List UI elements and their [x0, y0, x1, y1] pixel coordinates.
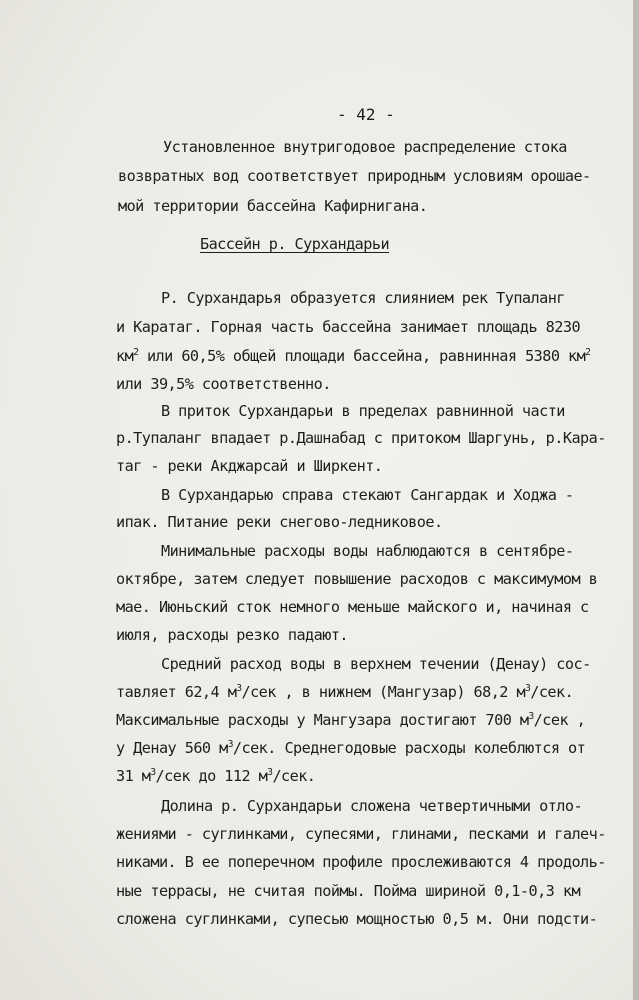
superscript: 3 — [528, 711, 534, 722]
text-line: Средний расход воды в верхнем течении (Денау) сос- — [161, 655, 591, 673]
text-line: ипак. Питание реки снегово-ледниковое. — [116, 513, 443, 531]
text-line: р.Тупаланг впадает р.Дашнабад с притоком Шаргунь, р.Кара- — [116, 429, 606, 447]
text-line: Установленное внутригодовое распределение стока — [163, 138, 567, 156]
superscript: 2 — [133, 347, 139, 358]
text-line: и Каратаг. Горная часть бассейна занимает площадь 8230 — [116, 318, 581, 336]
text-run: или 60,5% общей площади бассейна, равнинная 5380 км — [138, 347, 586, 365]
text-run: /сек. — [530, 683, 574, 701]
superscript: 2 — [585, 347, 591, 358]
text-line — [116, 710, 585, 730]
text-run: 31 м — [116, 767, 151, 785]
text-line: или 39,5% соответственно. — [116, 375, 331, 393]
text-line — [116, 738, 585, 758]
text-line: октябре, затем следует повышение расходов с максимумом в — [116, 570, 598, 588]
text-run: /сек до 112 м — [155, 767, 268, 785]
text-run: /сек , — [533, 711, 586, 729]
text-line: Р. Сурхандарья образуется слиянием рек Тупаланг — [161, 289, 565, 307]
text-run: у Денау 560 м — [116, 739, 228, 757]
page-number: - 42 - — [337, 105, 395, 124]
text-line: Минимальные расходы воды наблюдаются в сентябре- — [161, 542, 574, 560]
superscript: 3 — [267, 767, 273, 778]
superscript: 3 — [236, 683, 242, 694]
text-line: таг - реки Акджарсай и Ширкент. — [116, 457, 383, 475]
text-run: /сек. — [272, 767, 316, 785]
text-line: В приток Сурхандарьи в пределах равнинной части — [161, 402, 565, 420]
text-run: тавляет 62,4 м — [116, 683, 237, 701]
text-line — [116, 346, 590, 366]
text-run: /сек. Среднегодовые расходы колеблются от — [232, 739, 586, 757]
superscript: 3 — [150, 767, 156, 778]
text-line: возвратных вод соответствует природным условиям орошае- — [118, 167, 591, 185]
superscript: 3 — [227, 739, 233, 750]
text-line: мае. Июньский сток немного меньше майского и, начиная с — [116, 598, 589, 616]
text-line: жениями - суглинками, супесями, глинами, песками и галеч- — [116, 825, 606, 843]
text-line: мой территории бассейна Кафирнигана. — [118, 197, 428, 215]
text-run: км — [116, 347, 134, 365]
text-line — [116, 682, 573, 702]
text-line: июля, расходы резко падают. — [116, 626, 349, 644]
text-run: /сек , в нижнем (Мангузар) 68,2 м — [241, 683, 526, 701]
superscript: 3 — [525, 683, 531, 694]
page-edge-shadow — [633, 0, 639, 1000]
text-line: Долина р. Сурхандарьи сложена четвертичными отло- — [161, 797, 583, 815]
section-heading: Бассейн р. Сурхандарьи — [200, 235, 390, 253]
text-line: В Сурхандарью справа стекают Сангардак и Ходжа - — [161, 486, 574, 504]
text-run: Максимальные расходы у Мангузара достигают 700 м — [116, 711, 529, 729]
text-line — [116, 766, 315, 786]
text-line: ные террасы, не считая поймы. Пойма шириной 0,1-0,3 км — [116, 882, 581, 900]
text-line: сложена суглинками, супесью мощностью 0,5 м. Они подсти- — [116, 910, 598, 928]
text-line: никами. В ее поперечном профиле прослеживаются 4 продоль- — [116, 853, 606, 871]
